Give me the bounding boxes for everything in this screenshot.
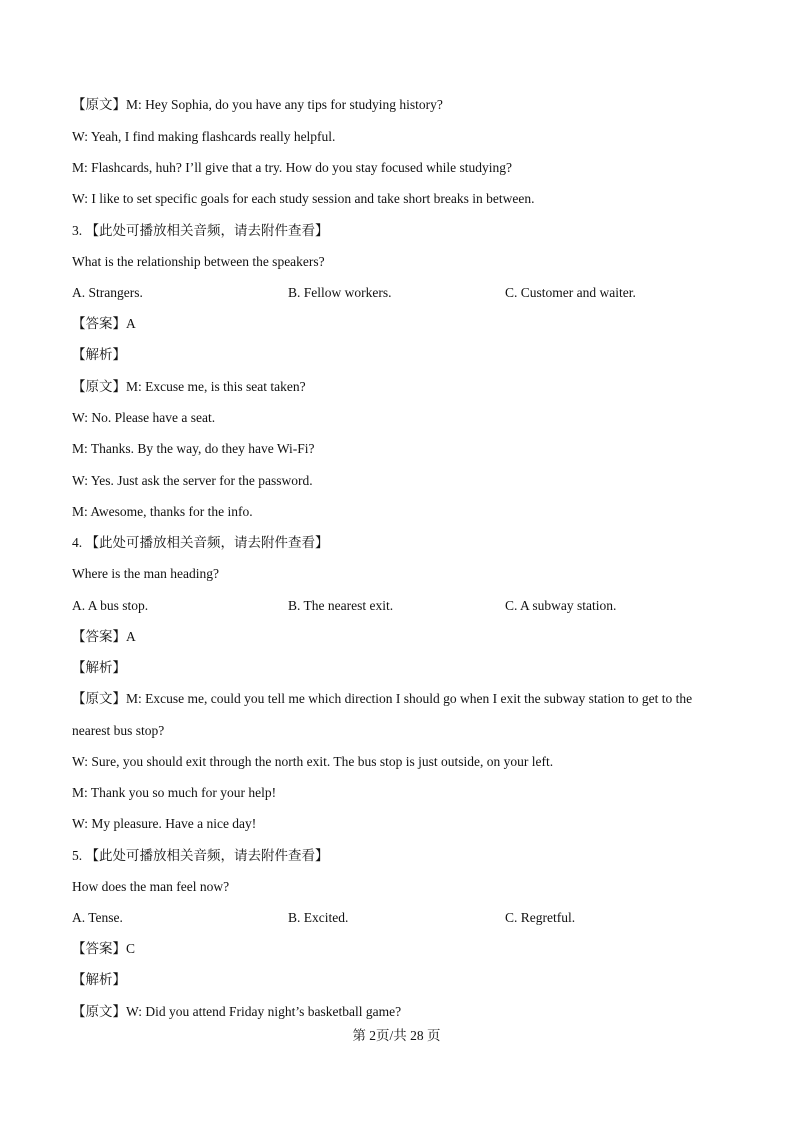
question-3-audio-note: 3. 【此处可播放相关音频，请去附件查看】 xyxy=(72,223,329,238)
option-c: C. Regretful. xyxy=(505,910,576,925)
option-a: A. Tense. xyxy=(72,910,123,925)
option-a: A. Strangers. xyxy=(72,285,143,300)
question-4-analysis-label: 【解析】 xyxy=(72,660,126,675)
transcript-line: W: Yes. Just ask the server for the password. xyxy=(72,473,313,488)
transcript-line: M: Thank you so much for your help! xyxy=(72,785,277,800)
option-b: B. Fellow workers. xyxy=(288,285,392,300)
transcript-line: nearest bus stop? xyxy=(72,723,165,738)
page-number-footer: 第 2页/共 28 页 xyxy=(352,1028,441,1043)
question-5-audio-note: 5. 【此处可播放相关音频，请去附件查看】 xyxy=(72,848,329,863)
question-5-analysis-label: 【解析】 xyxy=(72,972,126,987)
transcript-line: W: I like to set specific goals for each study session and take short breaks in between. xyxy=(72,191,535,206)
transcript-line: M: Thanks. By the way, do they have Wi-Fi? xyxy=(72,441,315,456)
question-3-answer: 【答案】A xyxy=(72,316,136,331)
question-4-text: Where is the man heading? xyxy=(72,566,219,581)
transcript-line: W: My pleasure. Have a nice day! xyxy=(72,816,257,831)
transcript-line: M: Flashcards, huh? I’ll give that a try. How do you stay focused while studying? xyxy=(72,160,513,175)
transcript-line: 【原文】W: Did you attend Friday night’s basketball game? xyxy=(72,1004,402,1019)
option-b: B. The nearest exit. xyxy=(288,598,394,613)
option-c: C. Customer and waiter. xyxy=(505,285,636,300)
transcript-line: 【原文】M: Excuse me, is this seat taken? xyxy=(72,379,306,394)
question-5-answer: 【答案】C xyxy=(72,941,136,956)
transcript-line: M: Awesome, thanks for the info. xyxy=(72,504,253,519)
transcript-line: 【原文】M: Excuse me, could you tell me which direction I should go when I exit the subway station to get to the xyxy=(72,691,693,706)
question-3-text: What is the relationship between the speakers? xyxy=(72,254,325,269)
option-b: B. Excited. xyxy=(288,910,349,925)
transcript-line: 【原文】M: Hey Sophia, do you have any tips for studying history? xyxy=(72,97,443,112)
question-4-audio-note: 4. 【此处可播放相关音频，请去附件查看】 xyxy=(72,535,329,550)
question-4-answer: 【答案】A xyxy=(72,629,136,644)
option-c: C. A subway station. xyxy=(505,598,617,613)
transcript-line: W: Sure, you should exit through the north exit. The bus stop is just outside, on your left. xyxy=(72,754,554,769)
question-3-analysis-label: 【解析】 xyxy=(72,347,126,362)
question-5-text: How does the man feel now? xyxy=(72,879,230,894)
transcript-line: W: Yeah, I find making flashcards really helpful. xyxy=(72,129,336,144)
option-a: A. A bus stop. xyxy=(72,598,149,613)
transcript-line: W: No. Please have a seat. xyxy=(72,410,216,425)
